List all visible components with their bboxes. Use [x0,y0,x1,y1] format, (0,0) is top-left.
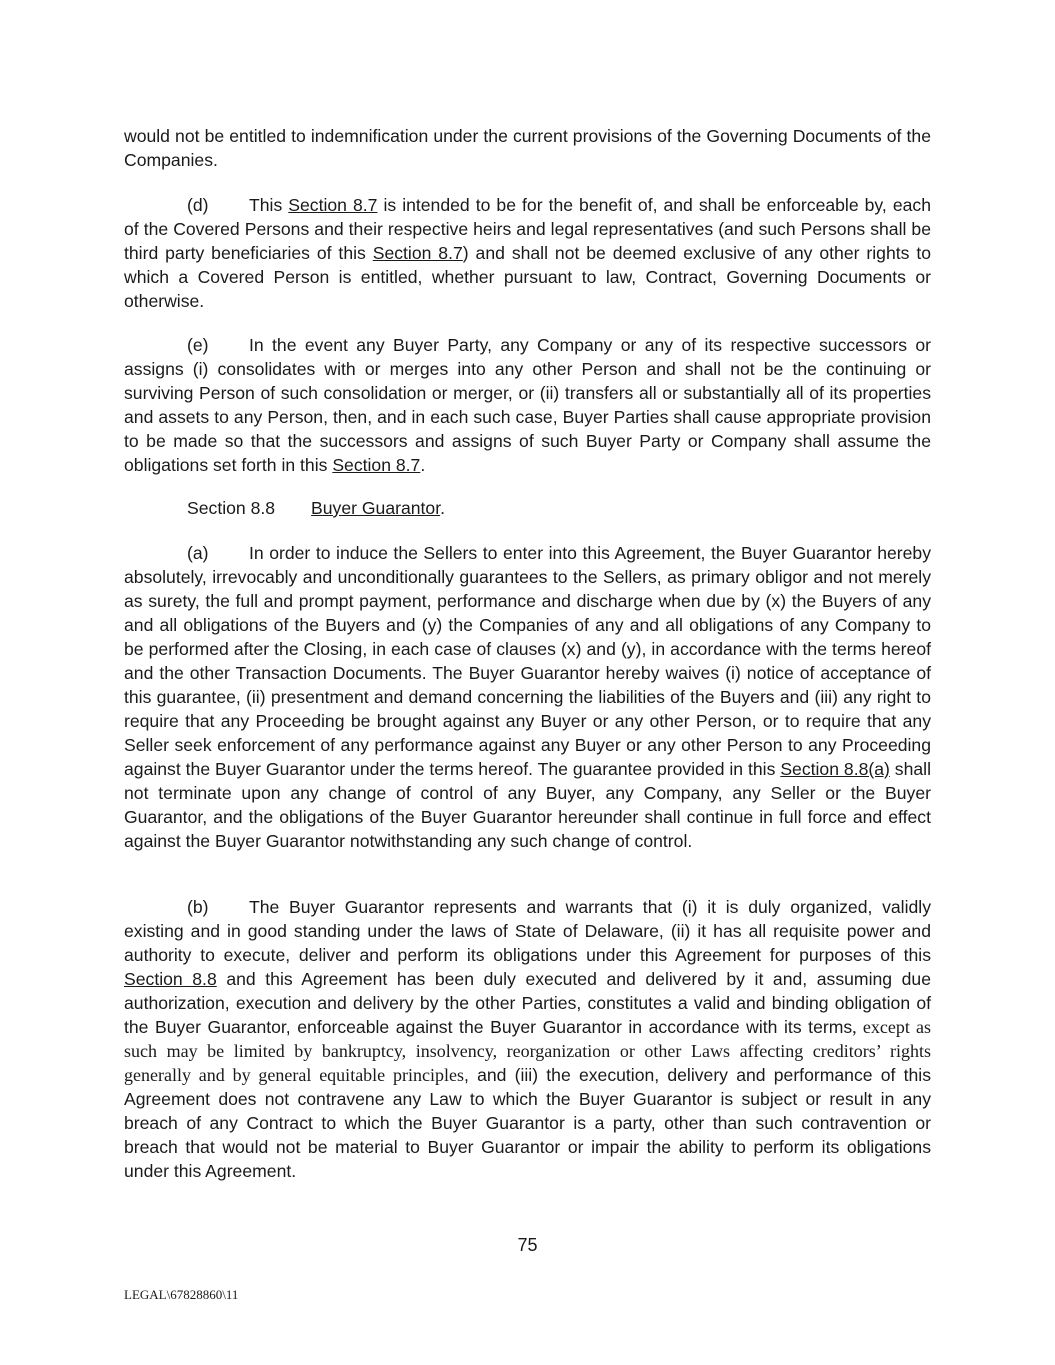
paragraph-e-label: (e) [187,335,209,355]
paragraph-b-text-4: , and (iii) the execution, delivery and performance of this Agreement does not contravene any Law to which the Buyer Guarantor is subject or result in any breach of any Contract to which the Buyer Guarantor is a party, other than such contravention or breach that would not be material to Buyer Guarantor or impair the ability to perform its obligations under this Agreement. [124,1065,931,1181]
paragraph-a-text-1: In order to induce the Sellers to enter into this Agreement, the Buyer Guarantor hereby absolutely, irrevocably and unconditionally guarantees to the Sellers, as primary obligor and not merely as surety, the full and prompt payment, performance and discharge when due by (x) the Buyers of any and all obligations of the Buyers and (y) the Companies of any and all obligations of any Company to be performed after the Closing, in each case of clauses (x) and (y), in accordance with the terms hereof and the other Transaction Documents. The Buyer Guarantor hereby waives (i) notice of acceptance of this guarantee, (ii) presentment and demand concerning the liabilities of the Buyers and (iii) any right to require that any Proceeding be brought against any Buyer or any other Person, or to require that any Seller seek enforcement of any performance against any Buyer or any other Person to any Proceeding against the Buyer Guarantor under the terms hereof. The guarantee provided in this [124,543,931,779]
paragraph-d-text-3: ) and shall not be deemed exclusive of any other rights to which a Covered Person is entitled, whether pursuant to law, Contract, Governing Documents or otherwise. [124,243,931,311]
paragraph-d-text-1: This [249,195,289,215]
section-8-7-link-1[interactable]: Section 8.7 [288,195,378,215]
footer-document-id: LEGAL\67828860\11 [124,1287,239,1302]
section-title-period: . [440,498,445,518]
page-number: 75 [517,1235,538,1255]
paragraph-a-text-2: shall not terminate upon any change of control of any Buyer, any Company, any Seller or the Buyer Guarantor, and the obligations of the Buyer Guarantor hereunder shall continue in full force and effect against the Buyer Guarantor notwithstanding any such change of control. [124,759,931,851]
paragraph-b-text-2: and this Agreement has been duly executed and delivered by it and, assuming due authorization, execution and delivery by the other Parties, constitutes a valid and binding obligation of the Buyer Guarantor, enforceable against the Buyer Guarantor in accordance with its terms [124,969,932,1037]
paragraph-intro [124,124,931,172]
section-8-8-heading [187,496,445,520]
paragraph-d-text-2: is intended to be for the benefit of, and shall be enforceable by, each of the Covered Persons and their respective heirs and legal representatives (and such Persons shall be third party beneficiaries of this [124,195,931,263]
paragraph-e-text-1: In the event any Buyer Party, any Company or any of its respective successors or assigns (i) consolidates with or merges into any other Person and shall not be the continuing or surviving Person of such consolidation or merger, or (ii) transfers all or substantially all of its properties and assets to any Person, then, and in each such case, Buyer Parties shall cause appropriate provision to be made so that the successors and assigns of such Buyer Party or Company shall assume the obligations set forth in this [124,335,931,475]
section-8-7-link-2[interactable]: Section 8.7 [372,243,463,263]
paragraph-e-text-2: . [420,455,426,475]
paragraph-e [124,333,931,477]
section-number: Section 8.8 [187,498,276,518]
paragraph-b-label: (b) [187,897,209,917]
paragraph-a-label: (a) [187,543,209,563]
paragraph-d [124,193,931,313]
paragraph-b [124,895,931,1183]
paragraph-intro-text: would not be entitled to indemnification under the current provisions of the Governing Documents of the Companies. [124,126,931,170]
paragraph-b-text-serif: , except as such may be limited by bankruptcy, insolvency, reorganization or other Laws affecting creditors’ rights generally and by general equitable principles [124,1017,931,1085]
section-8-8a-link[interactable]: Section 8.8(a) [780,759,890,779]
paragraph-a [124,541,931,853]
paragraph-d-label: (d) [187,195,209,215]
section-8-8-link[interactable]: Section 8.8 [124,969,217,989]
paragraph-b-text-1: The Buyer Guarantor represents and warrants that (i) it is duly organized, validly existing and in good standing under the laws of State of Delaware, (ii) it has all requisite power and authority to execute, deliver and perform its obligations under this Agreement for purposes of this [124,897,931,965]
section-title: Buyer Guarantor [311,498,441,518]
section-8-7-link-3[interactable]: Section 8.7 [332,455,421,475]
